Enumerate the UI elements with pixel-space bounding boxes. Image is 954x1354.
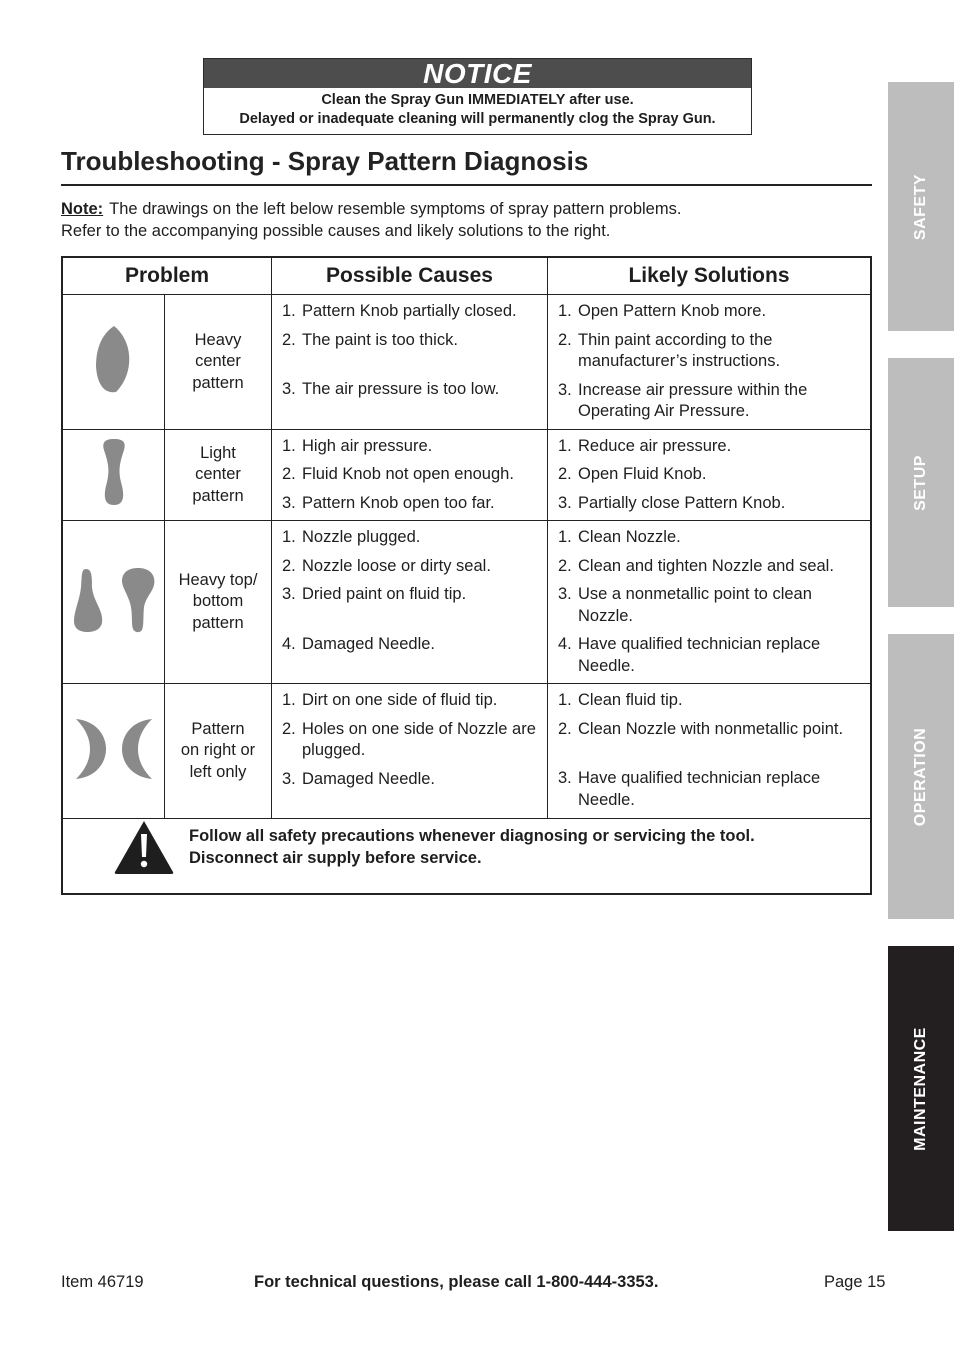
problem-label-line: pattern — [192, 613, 244, 632]
table-row — [62, 521, 871, 684]
causes-cell — [272, 429, 548, 521]
tab-operation[interactable] — [888, 634, 954, 919]
list-item: 2. The paint is too thick. — [282, 330, 458, 349]
note-label: Note: — [61, 200, 104, 218]
problem-label-line: left only — [189, 762, 247, 781]
list-item: 1. Nozzle plugged. — [282, 528, 421, 546]
note — [61, 198, 681, 242]
list-item: 1. Clean Nozzle. — [558, 528, 681, 546]
page-title: Troubleshooting - Spray Pattern Diagnosis — [61, 146, 589, 176]
warning-cell — [62, 819, 871, 895]
list-item: 3. Damaged Needle. — [282, 769, 435, 788]
solutions-cell — [548, 684, 872, 819]
table-row — [62, 429, 871, 521]
solutions-cell — [548, 521, 872, 684]
list-item: 3. Have qualified technician replace Needle. — [558, 769, 821, 809]
note-line-1: The drawings on the left below resemble symptoms of spray pattern problems. — [109, 200, 682, 218]
list-item: 1. Pattern Knob partially closed. — [282, 302, 517, 320]
list-item: 3. The air pressure is too low. — [282, 380, 500, 398]
warning-line-1: Follow all safety precautions whenever diagnosing or servicing the tool. — [189, 827, 755, 845]
list-item: 2. Clean Nozzle with nonmetallic point. — [558, 719, 844, 738]
heavy-center-pattern-icon — [94, 324, 134, 394]
list-item: 1. Clean fluid tip. — [558, 691, 683, 709]
problem-image-cell — [62, 429, 165, 521]
warning-line-2: Disconnect air supply before service. — [189, 849, 482, 867]
footer-item-number: Item 46719 — [61, 1273, 144, 1291]
list-item: 2. Thin paint according to the manufacturer’s instructions. — [558, 330, 781, 370]
tab-safety[interactable] — [888, 82, 954, 331]
causes-cell — [272, 295, 548, 430]
light-center-pattern-icon — [101, 438, 127, 506]
list-item: 3. Pattern Knob open too far. — [282, 493, 495, 512]
problem-label-line: Heavy top/ — [178, 570, 258, 589]
list-item: 3. Dried paint on fluid tip. — [282, 585, 467, 603]
problem-label-line: center — [195, 465, 241, 483]
list-item: 4. Have qualified technician replace Needle. — [558, 635, 821, 675]
list-item: 4. Damaged Needle. — [282, 634, 435, 653]
problem-label-line: center — [195, 352, 241, 370]
heavy-top-bottom-pattern-icon — [72, 567, 156, 633]
warning-text — [189, 825, 755, 869]
notice-header — [204, 59, 751, 88]
problem-label-line: Light — [200, 443, 236, 462]
notice-line-1: Clean the Spray Gun IMMEDIATELY after use. — [321, 92, 634, 108]
problem-label — [165, 521, 272, 684]
tab-setup[interactable] — [888, 358, 954, 607]
list-item: 1. Open Pattern Knob more. — [558, 302, 767, 320]
solutions-cell — [548, 295, 872, 430]
notice-line-2: Delayed or inadequate cleaning will permanently clog the Spray Gun. — [239, 111, 716, 127]
list-item: 2. Holes on one side of Nozzle are plugged. — [282, 719, 536, 759]
causes-cell — [272, 521, 548, 684]
table-header-row — [62, 257, 871, 295]
problem-label-line: on right or — [180, 741, 256, 760]
causes-cell — [272, 684, 548, 819]
notice-title: NOTICE — [423, 58, 532, 89]
problem-label — [165, 295, 272, 430]
warning-row — [62, 819, 871, 895]
list-item: 1. High air pressure. — [282, 436, 433, 455]
problem-label — [165, 684, 272, 819]
tab-safety-label: SAFETY — [912, 173, 929, 240]
problem-label-line: pattern — [192, 486, 244, 505]
note-line-2: Refer to the accompanying possible causes and likely solutions to the right. — [61, 222, 611, 240]
warning-icon — [113, 819, 175, 875]
problem-image-cell — [62, 295, 165, 430]
problem-image-cell — [62, 521, 165, 684]
table-row — [62, 684, 871, 819]
list-item: 2. Open Fluid Knob. — [558, 465, 707, 483]
tab-setup-label: SETUP — [912, 454, 929, 511]
problem-label-line: bottom — [192, 592, 244, 611]
list-item: 1. Dirt on one side of fluid tip. — [282, 691, 498, 709]
troubleshooting-table — [61, 256, 872, 895]
solutions-cell — [548, 429, 872, 521]
list-item: 2. Fluid Knob not open enough. — [282, 465, 514, 483]
footer-page-number: Page 15 — [824, 1273, 886, 1291]
list-item: 3. Partially close Pattern Knob. — [558, 493, 786, 512]
problem-image-cell — [62, 684, 165, 819]
header-solutions: Likely Solutions — [548, 257, 872, 295]
list-item: 2. Nozzle loose or dirty seal. — [282, 556, 491, 575]
notice-box — [203, 58, 752, 135]
problem-label — [165, 429, 272, 521]
heading-rule — [61, 184, 872, 186]
list-item: 1. Reduce air pressure. — [558, 436, 732, 455]
notice-body — [204, 88, 751, 129]
problem-label-line: Pattern — [191, 719, 245, 738]
list-item: 3. Increase air pressure within the Operating Air Pressure. — [558, 380, 808, 420]
tab-maintenance[interactable] — [888, 946, 954, 1231]
list-item: 3. Use a nonmetallic point to clean Nozzle. — [558, 585, 812, 625]
footer-support-text: For technical questions, please call 1-800-444-3353. — [254, 1273, 659, 1291]
table-row — [62, 295, 871, 430]
tab-maintenance-label: MAINTENANCE — [912, 1026, 929, 1151]
header-causes: Possible Causes — [272, 257, 548, 295]
tab-operation-label: OPERATION — [912, 727, 929, 826]
side-pattern-icon — [74, 717, 154, 781]
problem-label-line: Heavy — [194, 330, 242, 349]
problem-label-line: pattern — [192, 373, 244, 392]
list-item: 2. Clean and tighten Nozzle and seal. — [558, 556, 834, 575]
header-problem: Problem — [62, 257, 272, 295]
